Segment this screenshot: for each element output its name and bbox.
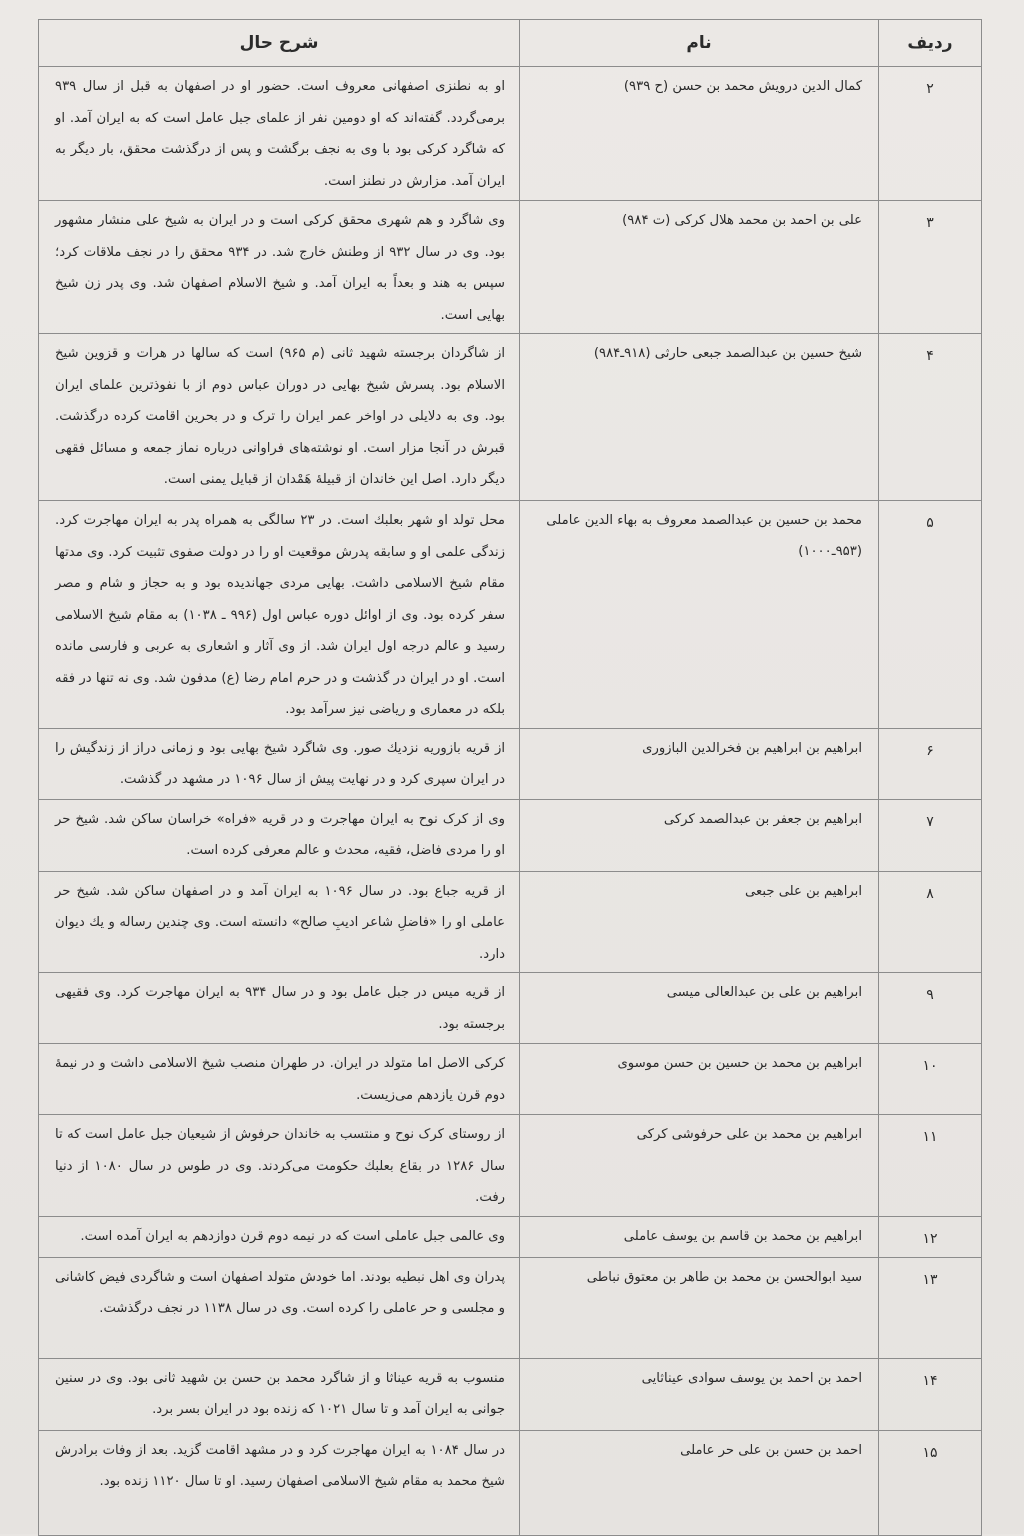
row-number: ۶	[879, 728, 982, 799]
row-number: ۵	[879, 501, 982, 729]
row-number: ۴	[879, 334, 982, 501]
header-number: ردیف	[879, 20, 982, 67]
biography-table	[38, 19, 982, 1536]
row-number: ۹	[879, 973, 982, 1044]
row-name: شیخ حسین بن عبدالصمد جبعی حارثی (۹۱۸ـ۹۸۴)	[520, 334, 879, 501]
row-bio: از قریه میس در جبل عامل بود و در سال ۹۳۴ به ایران مهاجرت کرد. وی فقیهی برجسته بود.	[39, 973, 520, 1044]
row-number: ۱۴	[879, 1358, 982, 1430]
row-bio: از شاگردان برجسته شهید ثانی (م ۹۶۵) است که سالها در هرات و قزوین شیخ الاسلام بود. پسرش شیخ بهایی در دوران عباس دوم از با نفوذترین علمای ایران بود. وی به دلایلی در اواخر عمر ایران را ترک و در بحرین اقامت کرده درگذشت. قبرش در آنجا مزار است. او نوشته‌های فراوانی درباره نماز جمعه و مسائل فقهی دیگر دارد. اصل این خاندان از قبیلهٔ هَمْدان از قبایل یمنی است.	[39, 334, 520, 501]
row-bio: از قریه جباع بود. در سال ۱۰۹۶ به ایران آمد و در اصفهان ساکن شد. شیخ حر عاملی او را «فاضلِ شاعر ادیبِ صالح» دانسته است. وی چندین رساله و یك دیوان دارد.	[39, 871, 520, 973]
row-name: ابراهیم بن ابراهیم بن فخرالدین البازوری	[520, 728, 879, 799]
table-row	[39, 1216, 982, 1257]
row-name: ابراهیم بن جعفر بن عبدالصمد کرکی	[520, 799, 879, 871]
row-name: سید ابوالحسن بن محمد بن طاهر بن معتوق نباطی	[520, 1257, 879, 1358]
row-bio: از قریه بازوریه نزدیك صور. وی شاگرد شیخ بهایی بود و زمانی دراز از زندگیش را در ایران سپری کرد و در نهایت پیش از سال ۱۰۹۶ در مشهد در گذشت.	[39, 728, 520, 799]
row-bio: وی شاگرد و هم شهری محقق کرکی است و در ایران به شیخ علی منشار مشهور بود. وی در سال ۹۳۲ از وطنش خارج شد. در ۹۳۴ محقق را در نجف ملاقات کرد؛ سپس به هند و بعداً به ایران آمد. و شیخ الاسلام اصفهان شد. وی پدر زن شیخ بهایی است.	[39, 201, 520, 334]
row-name: احمد بن احمد بن یوسف سوادی عیناثایی	[520, 1358, 879, 1430]
table-row	[39, 1358, 982, 1430]
row-name: محمد بن حسین بن عبدالصمد معروف به بهاء الدین عاملی (۹۵۳ـ۱۰۰۰)	[520, 501, 879, 729]
row-name: کمال الدین درویش محمد بن حسن (ح ۹۳۹)	[520, 67, 879, 201]
table-row	[39, 501, 982, 729]
row-bio: کرکی الاصل اما متولد در ایران. در طهران منصب شیخ الاسلامی داشت و در نیمهٔ دوم قرن یازدهم می‌زیست.	[39, 1044, 520, 1115]
row-bio: وی از کرک نوح به ایران مهاجرت و در قریه «فراه» خراسان ساکن شد. شیخ حر او را مردی فاضل، فقیه، محدث و عالم معرفی کرده است.	[39, 799, 520, 871]
row-bio: وی عالمی جبل عاملی است که در نیمه دوم قرن دوازدهم به ایران آمده است.	[39, 1216, 520, 1257]
row-number: ۱۲	[879, 1216, 982, 1257]
table-row	[39, 1430, 982, 1535]
table-row	[39, 201, 982, 334]
row-bio: پدران وی اهل نبطیه بودند. اما خودش متولد اصفهان است و شاگردی فیض کاشانی و مجلسی و حر عاملی را کرده است. وی در سال ۱۱۳۸ در نجف درگذشت.	[39, 1257, 520, 1358]
row-name: ابراهیم بن علی جبعی	[520, 871, 879, 973]
row-number: ۲	[879, 67, 982, 201]
header-bio: شرح حال	[39, 20, 520, 67]
row-number: ۸	[879, 871, 982, 973]
row-name: ابراهیم بن محمد بن قاسم بن یوسف عاملی	[520, 1216, 879, 1257]
row-number: ۱۳	[879, 1257, 982, 1358]
header-name: نام	[520, 20, 879, 67]
row-bio: منسوب به قریه عیناثا و از شاگرد محمد بن حسن بن شهید ثانی بود. وی در سنین جوانی به ایران آمد و تا سال ۱۰۲۱ که زنده بود در ایران بسر برد.	[39, 1358, 520, 1430]
row-name: ابراهیم بن محمد بن حسین بن حسن موسوی	[520, 1044, 879, 1115]
row-bio: در سال ۱۰۸۴ به ایران مهاجرت کرد و در مشهد اقامت گزید. بعد از وفات برادرش شیخ محمد به مقام شیخ الاسلامی اصفهان رسید. او تا سال ۱۱۲۰ زنده بود.	[39, 1430, 520, 1535]
row-bio: او به نطنزی اصفهانی معروف است. حضور او در اصفهان به قبل از سال ۹۳۹ برمی‌گردد. گفته‌اند که او دومین نفر از علمای جبل عامل است که به ایران آمد. او که شاگرد کرکی بود با وی به نجف برگشت و پس از درگذشت محقق، بار دیگر به ایران آمد. مزارش در نطنز است.	[39, 67, 520, 201]
table-header-row	[39, 20, 982, 67]
row-number: ۱۵	[879, 1430, 982, 1535]
row-name: علی بن احمد بن محمد هلال کرکی (ت ۹۸۴)	[520, 201, 879, 334]
table-row	[39, 1257, 982, 1358]
table-row	[39, 334, 982, 501]
row-name: ابراهیم بن محمد بن علی حرفوشی کرکی	[520, 1115, 879, 1217]
table-row	[39, 1115, 982, 1217]
row-name: احمد بن حسن بن علی حر عاملی	[520, 1430, 879, 1535]
row-bio: از روستای کرک نوح و منتسب به خاندان حرفوش از شیعیان جبل عامل است که تا سال ۱۲۸۶ در بقاع بعلبك حکومت می‌کردند. وی در طوس در سال ۱۰۸۰ از دنیا رفت.	[39, 1115, 520, 1217]
row-bio: محل تولد او شهر بعلبك است. در ۲۳ سالگی به همراه پدر به ایران مهاجرت کرد. زندگی علمی او و سابقه پدرش موقعیت او را در دولت صفوی تثبیت کرد. وی مدتها مقام شیخ الاسلامی داشت. بهایی مردی جهاندیده بود و به حجاز و شام و مصر سفر کرده بود. وی از اوائل دوره عباس اول (۹۹۶ ـ ۱۰۳۸) به مقام شیخ الاسلامی رسید و عالم درجه اول ایران شد. از وی آثار و اشعاری به عربی و فارسی مانده است. او در ایران در گذشت و در حرم امام رضا (ع) مدفون شد. وی نه تنها در فقه بلکه در معماری و ریاضی نیز سرآمد بود.	[39, 501, 520, 729]
row-number: ۱۱	[879, 1115, 982, 1217]
table-row	[39, 728, 982, 799]
table-row	[39, 67, 982, 201]
row-number: ۷	[879, 799, 982, 871]
table-row	[39, 973, 982, 1044]
table-row	[39, 799, 982, 871]
table-row	[39, 871, 982, 973]
row-number: ۱۰	[879, 1044, 982, 1115]
table-row	[39, 1044, 982, 1115]
row-number: ۳	[879, 201, 982, 334]
row-name: ابراهیم بن علی بن عبدالعالی میسی	[520, 973, 879, 1044]
